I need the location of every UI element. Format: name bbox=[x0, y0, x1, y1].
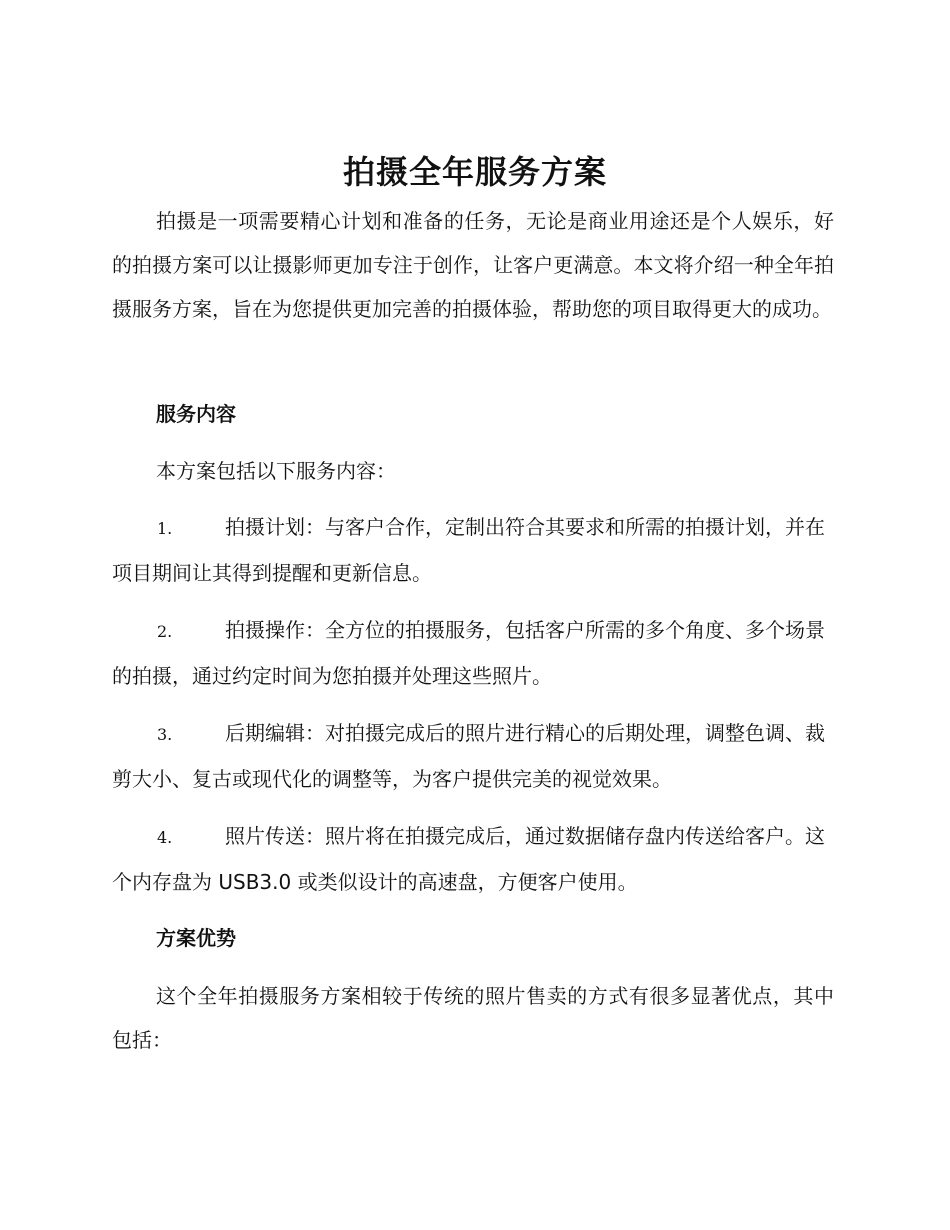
service-item-1 bbox=[112, 505, 834, 595]
list-item-text: 拍摄操作：全方位的拍摄服务，包括客户所需的多个角度、多个场景的拍摄，通过约定时间为您拍摄并处理这些照片。 bbox=[112, 618, 825, 688]
advantages-lead-paragraph: 这个全年拍摄服务方案相较于传统的照片售卖的方式有很多显著优点，其中包括： bbox=[112, 984, 834, 1052]
intro-paragraph: 拍摄是一项需要精心计划和准备的任务，无论是商业用途还是个人娱乐，好的拍摄方案可以让摄影师更加专注于创作，让客户更满意。本文将介绍一种全年拍摄服务方案，旨在为您提供更加完善的拍摄体验，帮助您的项目取得更大的成功。 bbox=[112, 209, 834, 321]
service-item-4 bbox=[112, 814, 834, 904]
services-lead-paragraph: 本方案包括以下服务内容： bbox=[156, 459, 396, 483]
list-item-text: 拍摄计划：与客户合作，定制出符合其要求和所需的拍摄计划，并在项目期间让其得到提醒和更新信息。 bbox=[112, 515, 825, 585]
service-item-2 bbox=[112, 608, 834, 698]
list-number: 2. bbox=[157, 622, 173, 641]
section-heading-advantages: 方案优势 bbox=[156, 926, 236, 950]
document-title: 拍摄全年服务方案 bbox=[342, 153, 607, 191]
list-number: 4. bbox=[157, 828, 173, 847]
section-heading-services: 服务内容 bbox=[156, 402, 236, 426]
list-item-text: 后期编辑：对拍摄完成后的照片进行精心的后期处理，调整色调、裁剪大小、复古或现代化的调整等，为客户提供完美的视觉效果。 bbox=[112, 721, 825, 791]
list-number: 3. bbox=[157, 725, 173, 744]
service-item-3 bbox=[112, 711, 834, 801]
list-number: 1. bbox=[157, 519, 173, 538]
list-item-text: 照片传送：照片将在拍摄完成后，通过数据储存盘内传送给客户。这个内存盘为 USB3.0 或类似设计的高速盘，方便客户使用。 bbox=[112, 824, 825, 894]
